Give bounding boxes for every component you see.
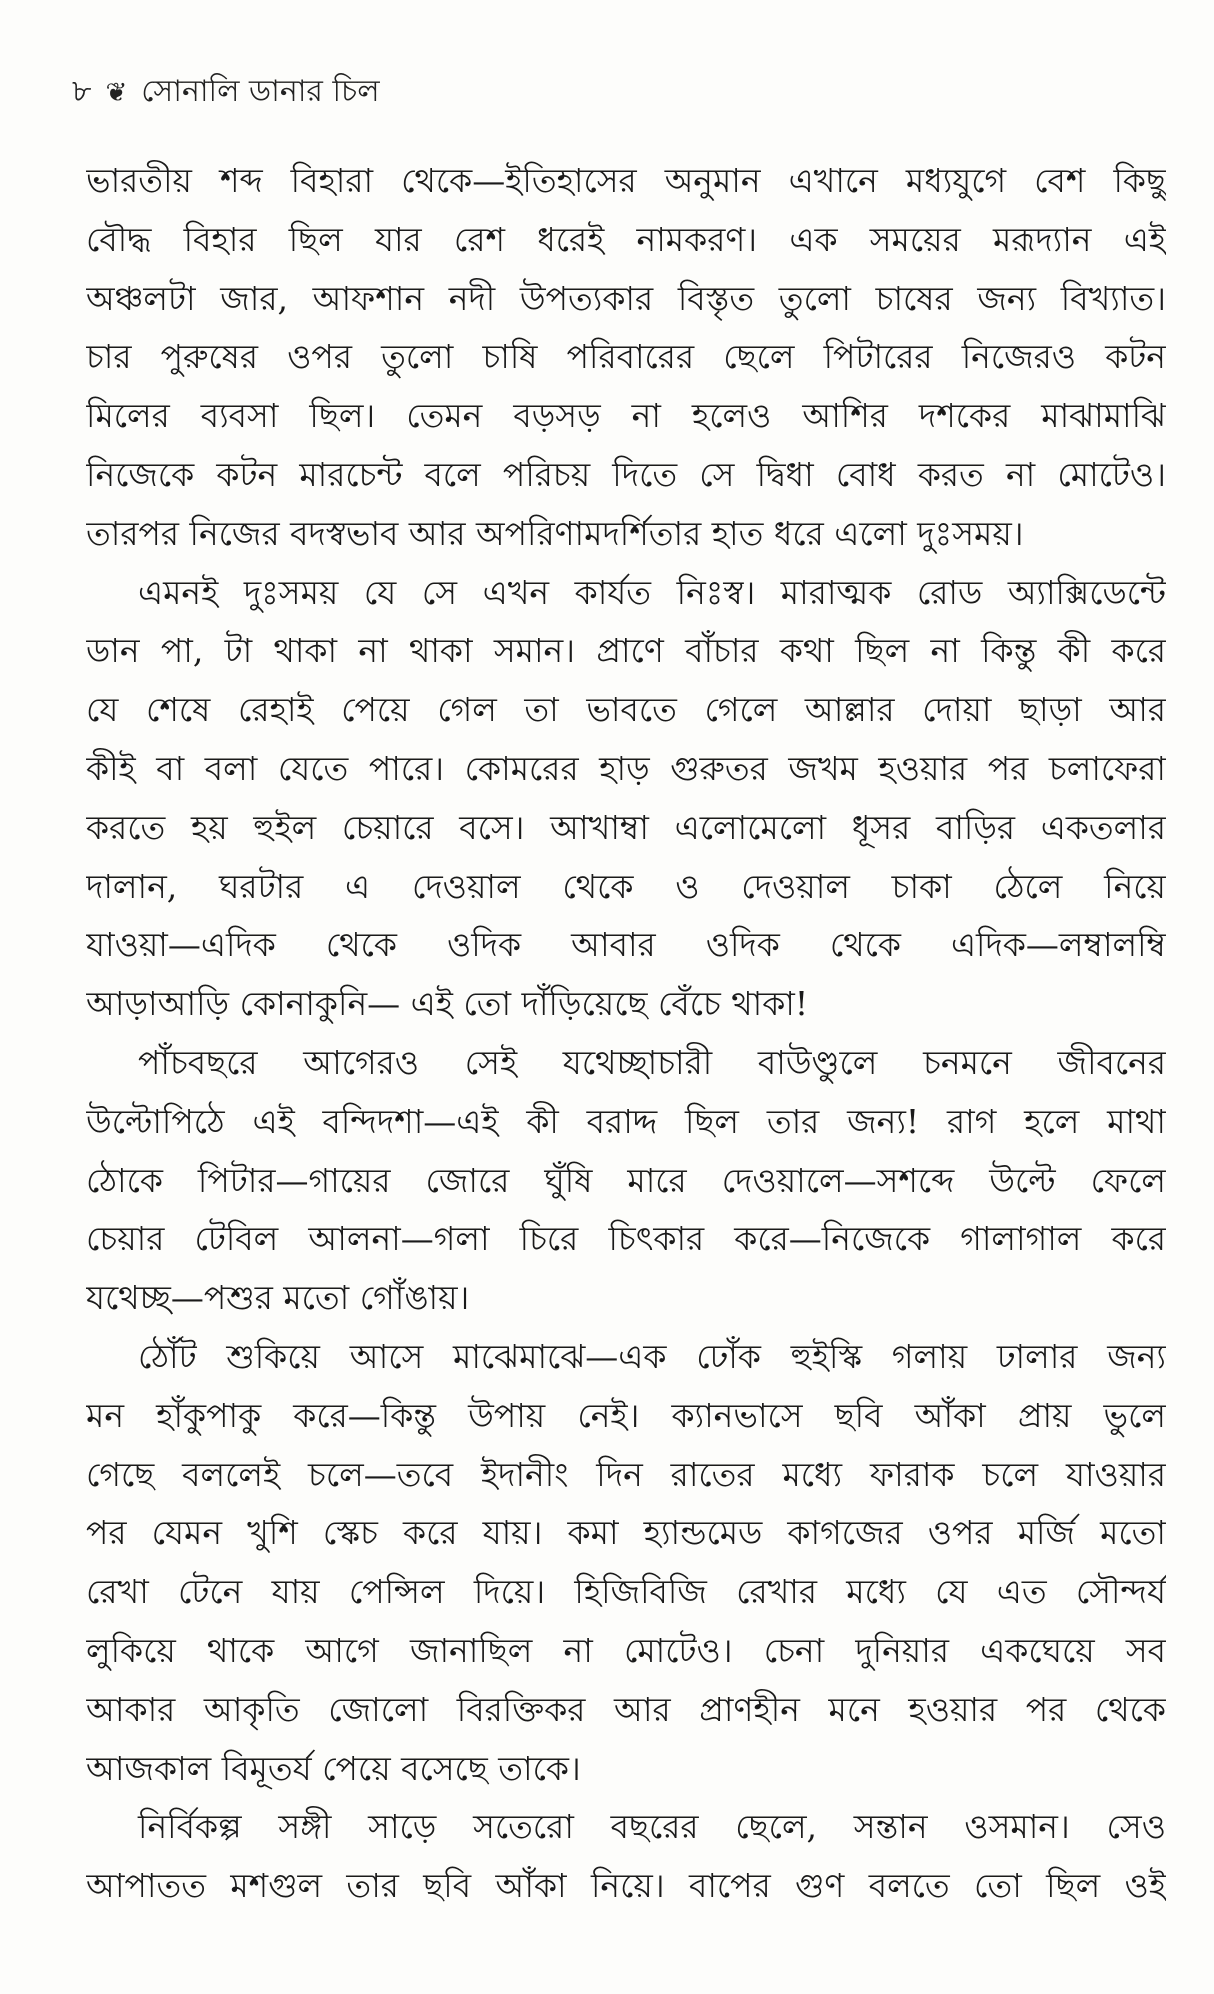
paragraph-4 (86, 1328, 1166, 1798)
text-line: গেছে বললেই চলে—তবে ইদানীং দিন রাতের মধ্যে ফারাক চলে যাওয়ার (86, 1454, 1166, 1494)
paragraph-5 (86, 1798, 1166, 1916)
page-number: ৮ (72, 74, 92, 109)
text-line: মিলের ব্যবসা ছিল। তেমন বড়সড় না হলেও আশির দশকের মাঝামাঝি (86, 396, 1166, 436)
book-title: সোনালি ডানার চিল (141, 74, 380, 109)
text-line: বৌদ্ধ বিহার ছিল যার রেশ ধরেই নামকরণ। এক সময়ের মরূদ্যান এই (86, 219, 1166, 259)
text-line: পর যেমন খুশি স্কেচ করে যায়। কমা হ্যান্ডমেড কাগজের ওপর মর্জি মতো (86, 1513, 1166, 1553)
flower-ornament-icon: ❦ (105, 78, 128, 108)
text-line: রেখা টেনে যায় পেন্সিল দিয়ে। হিজিবিজি রেখার মধ্যে যে এত সৌন্দর্য (86, 1572, 1166, 1612)
text-line: আড়াআড়ি কোনাকুনি— এই তো দাঁড়িয়েছে বেঁচে থাকা! (86, 984, 809, 1024)
text-line: চার পুরুষের ওপর তুলো চাষি পরিবারের ছেলে পিটারের নিজেরও কটন (86, 337, 1166, 377)
text-line: আজকাল বিমূতর্য পেয়ে বসেছে তাকে। (86, 1748, 581, 1788)
text-line: পাঁচবছরে আগেরও সেই যথেচ্ছাচারী বাউণ্ডুলে চনমনে জীবনের (138, 1042, 1166, 1082)
text-line: উল্টোপিঠে এই বন্দিদশা—এই কী বরাদ্দ ছিল তার জন্য! রাগ হলে মাথা (86, 1101, 1166, 1141)
text-line: দালান, ঘরটার এ দেওয়াল থেকে ও দেওয়াল চাকা ঠেলে নিয়ে (86, 866, 1166, 906)
text-line: এমনই দুঃসময় যে সে এখন কার্যত নিঃস্ব। মারাত্মক রোড অ্যাক্সিডেন্টে (138, 572, 1166, 612)
text-line: যে শেষে রেহাই পেয়ে গেল তা ভাবতে গেলে আল্লার দোয়া ছাড়া আর (86, 690, 1166, 730)
text-line: নিজেকে কটন মারচেন্ট বলে পরিচয় দিতে সে দ্বিধা বোধ করত না মোটেও। (86, 454, 1166, 494)
body-text (86, 152, 1166, 1916)
text-line: নির্বিকল্প সঙ্গী সাড়ে সতেরো বছরের ছেলে, সন্তান ওসমান। সেও (138, 1807, 1166, 1847)
paragraph-1 (86, 152, 1166, 564)
text-line: অঞ্চলটা জার, আফশান নদী উপত্যকার বিস্তৃত তুলো চাষের জন্য বিখ্যাত। (86, 278, 1166, 318)
text-line: যাওয়া—এদিক থেকে ওদিক আবার ওদিক থেকে এদিক—লম্বালম্বি (86, 925, 1166, 965)
text-line: আপাতত মশগুল তার ছবি আঁকা নিয়ে। বাপের গুণ বলতে তো ছিল ওই (86, 1866, 1166, 1906)
text-line: করতে হয় হুইল চেয়ারে বসে। আখাম্বা এলোমেলো ধূসর বাড়ির একতলার (86, 807, 1166, 847)
running-head (72, 72, 380, 113)
text-line: ঠোঁট শুকিয়ে আসে মাঝেমাঝে—এক ঢোঁক হুইস্কি গলায় ঢালার জন্য (138, 1336, 1166, 1376)
text-line: যথেচ্ছ—পশুর মতো গোঁঙায়। (86, 1278, 470, 1318)
text-line: ভারতীয় শব্দ বিহারা থেকে—ইতিহাসের অনুমান এখানে মধ্যযুগে বেশ কিছু (86, 161, 1166, 200)
text-line: মন হাঁকুপাকু করে—কিন্তু উপায় নেই। ক্যানভাসে ছবি আঁকা প্রায় ভুলে (86, 1395, 1166, 1435)
text-line: ঠোকে পিটার—গায়ের জোরে ঘুঁষি মারে দেওয়ালে—সশব্দে উল্টে ফেলে (86, 1160, 1166, 1200)
paragraph-2 (86, 564, 1166, 1034)
text-line: কীই বা বলা যেতে পারে। কোমরের হাড় গুরুতর জখম হওয়ার পর চলাফেরা (86, 748, 1166, 788)
paragraph-3 (86, 1034, 1166, 1328)
text-line: চেয়ার টেবিল আলনা—গলা চিরে চিৎকার করে—নিজেকে গালাগাল করে (86, 1219, 1166, 1259)
text-line: আকার আকৃতি জোলো বিরক্তিকর আর প্রাণহীন মনে হওয়ার পর থেকে (86, 1689, 1166, 1729)
text-line: তারপর নিজের বদস্বভাব আর অপরিণামদর্শিতার হাত ধরে এলো দুঃসময়। (86, 513, 1024, 553)
text-line: ডান পা, টা থাকা না থাকা সমান। প্রাণে বাঁচার কথা ছিল না কিন্তু কী করে (86, 631, 1166, 671)
text-line: লুকিয়ে থাকে আগে জানাছিল না মোটেও। চেনা দুনিয়ার একঘেয়ে সব (86, 1630, 1166, 1670)
